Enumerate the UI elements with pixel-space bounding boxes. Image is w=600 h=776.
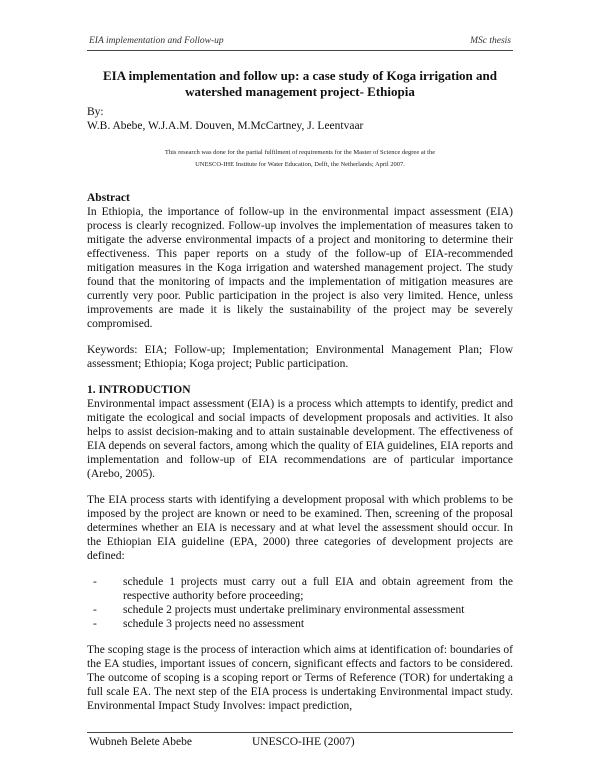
introduction-heading: 1. INTRODUCTION (87, 384, 191, 396)
footer-author: Wubneh Belete Abebe (89, 736, 193, 748)
page-footer (87, 732, 513, 748)
list-item: - schedule 1 projects must carry out a full EIA and obtain agreement from the respective authority before proceeding; (93, 576, 513, 602)
intro-paragraph-2: The EIA process starts with identifying a development proposal with which problems to be imposed by the project are known or need to be examined. Then, screening of the proposal determines whether an EIA is necessary and at what level the assessment should occur. In the Ethiopian EIA guideline (EPA, 2000) three categories of development projects are defined: (87, 494, 513, 562)
thesis-note (87, 147, 513, 171)
author-list: W.B. Abebe, W.J.A.M. Douven, M.McCartney, J. Leentvaar (87, 120, 364, 132)
intro-paragraph-3: The scoping stage is the process of interaction which aims at identification of: boundaries of the EA studies, important issues of concern, significant effects and factors to be considered. The outcome of scoping is a scoping report or Terms of Reference (TOR) for undertaking a full scale EA. The next step of the EIA process is undertaking Environmental impact study. Environmental Impact Study Involves: impact prediction, (87, 644, 513, 712)
running-header (87, 34, 513, 51)
list-item: - schedule 2 projects must undertake preliminary environmental assessment (93, 604, 465, 616)
page-content (87, 68, 513, 713)
list-item: - schedule 3 projects need no assessment (93, 618, 305, 630)
abstract-heading: Abstract (87, 192, 130, 204)
abstract-text: In Ethiopia, the importance of follow-up in the environmental impact assessment (EIA) process is clearly recognized. Follow-up involves the implementation of measures taken to mitigate the adverse environmental impacts of a project and monitoring to determine their effectiveness. This paper reports on a study of the follow-up of EIA-recommended mitigation measures in the Koga irrigation and watershed management project. The study found that the monitoring of impacts and the implementation of mitigation measures are currently very poor. Public participation in the project is also very limited. Hence, unless improvements are made it is likely the sustainability of the project may be severely compromised. (87, 206, 513, 330)
thesis-note-line-1: This research was done for the partial fulfilment of requirements for the Master of Science degree at the (164, 149, 436, 156)
footer-institution: UNESCO-IHE (2007) (252, 736, 355, 748)
header-left-text: EIA implementation and Follow-up (89, 36, 224, 46)
schedule-list (87, 575, 513, 631)
paper-title: EIA implementation and follow up: a case study of Koga irrigation and watershed management project- Ethiopia (102, 68, 497, 99)
by-label: By: (87, 106, 104, 118)
thesis-note-line-2: UNESCO-IHE Institute for Water Education, Delft, the Netherlands; April 2007. (195, 161, 405, 168)
keywords: Keywords: EIA; Follow-up; Implementation; Environmental Management Plan; Flow assessment; Ethiopia; Koga project; Public participation. (87, 344, 513, 370)
intro-paragraph-1: Environmental impact assessment (EIA) is a process which attempts to identify, predict and mitigate the ecological and social impacts of development proposals and activities. It also helps to assist decision-making and to attain sustainable development. The effectiveness of EIA depends on several factors, among which the quality of EIA guidelines, EIA reports and implementation and follow-up of EIA recommendations are of particular importance (Arebo, 2005). (87, 398, 513, 480)
header-right-text: MSc thesis (470, 36, 511, 46)
